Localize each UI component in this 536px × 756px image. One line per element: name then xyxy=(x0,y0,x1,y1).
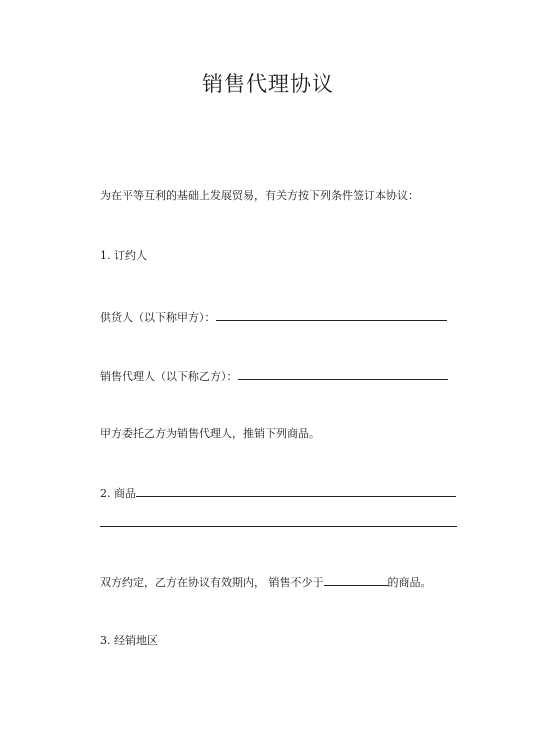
section-2-heading: 2. 商品 xyxy=(100,487,136,500)
supplier-blank xyxy=(216,308,447,321)
section-1-heading: 1. 订约人 xyxy=(100,249,147,262)
quantity-blank xyxy=(324,573,388,586)
section-3-heading: 3. 经销地区 xyxy=(100,634,158,647)
goods-blank-line-2 xyxy=(100,526,457,527)
section-2-line xyxy=(100,484,456,502)
document-title: 销售代理协议 xyxy=(202,72,334,96)
goods-blank xyxy=(136,484,456,497)
entrust-paragraph: 甲方委托乙方为销售代理人，推销下列商品。 xyxy=(100,427,320,440)
intro-paragraph: 为在平等互利的基础上发展贸易，有关方按下列条件签订本协议： xyxy=(100,189,419,202)
agreement-suffix: 的商品。 xyxy=(387,576,432,589)
agreement-prefix: 双方约定，乙方在协议有效期内， 销售不少于 xyxy=(100,576,324,589)
supplier-label: 供货人（以下称甲方）： xyxy=(100,311,216,324)
agent-blank xyxy=(238,367,448,380)
agent-line xyxy=(100,367,448,385)
quantity-agreement-line xyxy=(100,573,432,591)
supplier-line xyxy=(100,308,447,326)
agent-label: 销售代理人（以下称乙方）： xyxy=(100,370,238,383)
